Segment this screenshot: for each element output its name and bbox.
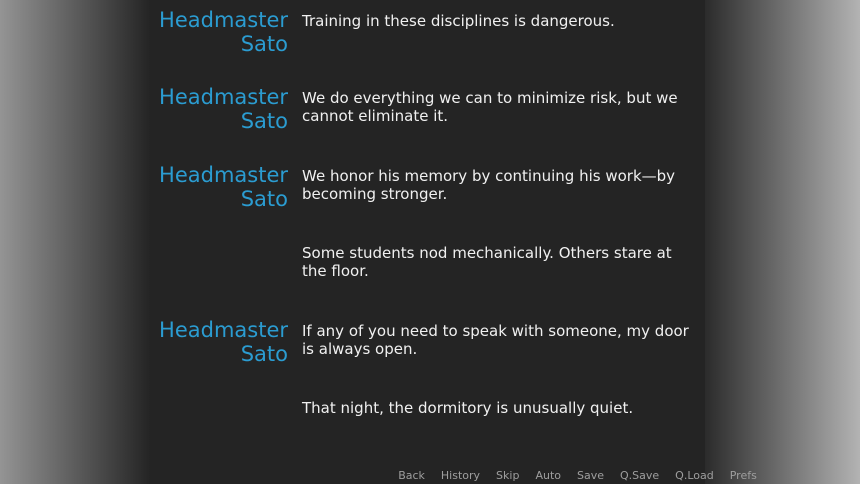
history-entry	[150, 240, 705, 317]
quick-menu-prefs[interactable]: Prefs	[729, 469, 757, 482]
history-entry-text: That night, the dormitory is unusually quiet.	[302, 399, 634, 417]
quick-menu	[300, 469, 855, 482]
quick-menu-save[interactable]: Save	[577, 469, 605, 482]
quick-menu-history[interactable]: History	[440, 469, 481, 482]
history-entry-text: If any of you need to speak with someone, my door is always open.	[302, 322, 689, 358]
history-entry-text: We do everything we can to minimize risk, but we cannot eliminate it.	[302, 89, 678, 125]
history-entry-speaker: Headmaster Sato	[159, 318, 288, 366]
quick-menu-auto[interactable]: Auto	[535, 469, 561, 482]
quick-menu-qload[interactable]: Q.Load	[675, 469, 714, 482]
history-entry	[150, 318, 705, 395]
quick-menu-back[interactable]: Back	[398, 469, 425, 482]
history-entry-text: We honor his memory by continuing his work—by becoming stronger.	[302, 167, 676, 203]
history-entry	[150, 85, 705, 162]
quick-menu-skip[interactable]: Skip	[496, 469, 520, 482]
history-entry	[150, 163, 705, 240]
history-entry-speaker: Headmaster Sato	[159, 85, 288, 133]
history-entry	[150, 395, 705, 472]
history-entry-text: Training in these disciplines is dangerous.	[302, 12, 615, 30]
quick-menu-qsave[interactable]: Q.Save	[620, 469, 660, 482]
history-entry-speaker: Headmaster Sato	[159, 163, 288, 211]
history-panel[interactable]	[150, 0, 757, 484]
history-entry	[150, 8, 705, 85]
history-entry-speaker: Headmaster Sato	[159, 8, 288, 56]
history-entry-text: Some students nod mechanically. Others stare at the floor.	[302, 244, 672, 280]
